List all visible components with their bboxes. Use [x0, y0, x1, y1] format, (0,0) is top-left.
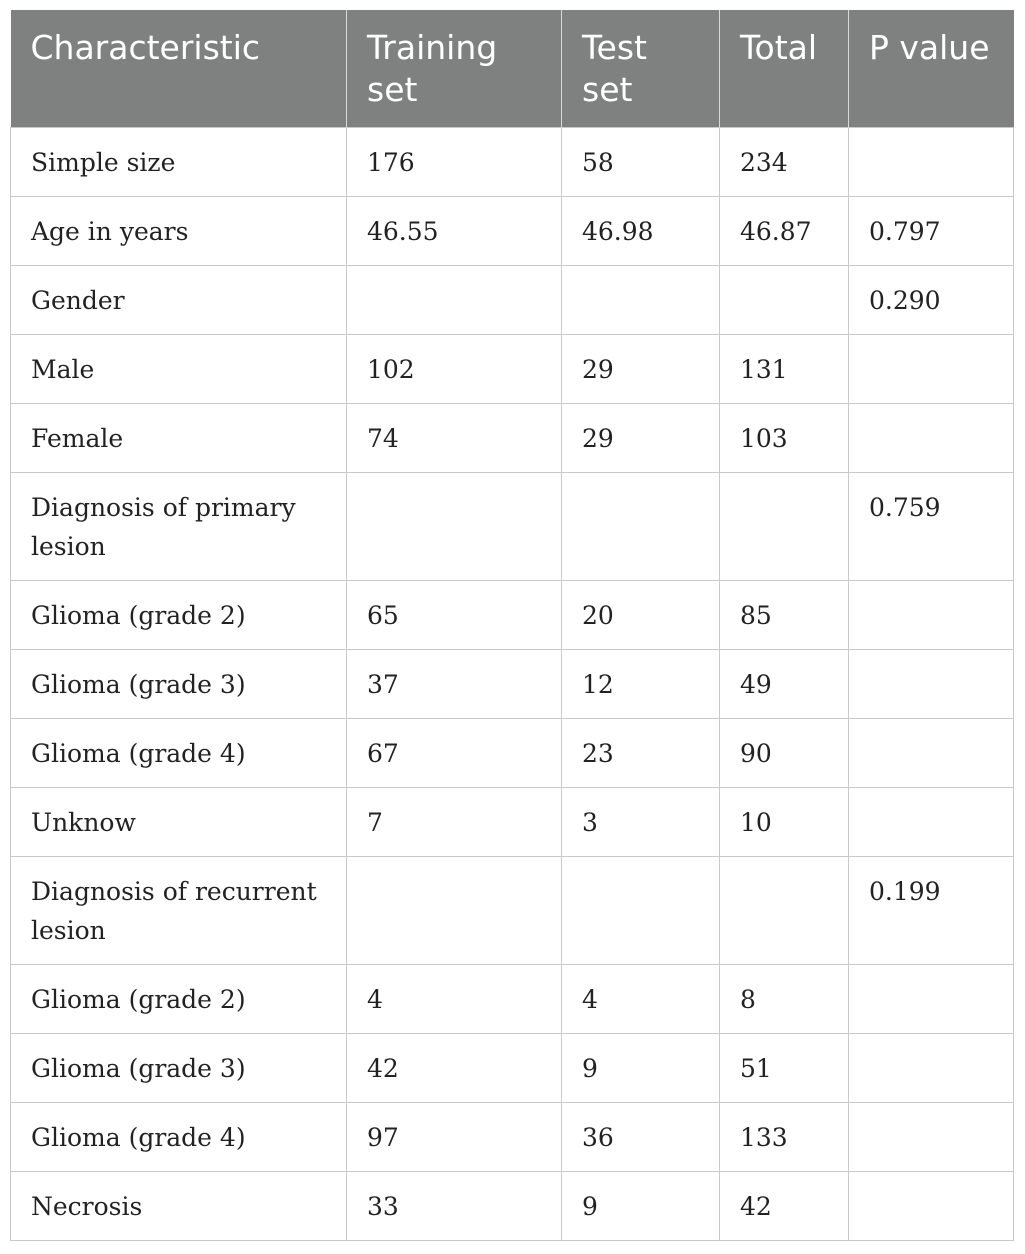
cell-total: 103 — [720, 404, 849, 473]
table-header-row — [11, 10, 1014, 128]
cell-p-value — [849, 719, 1014, 788]
cell-characteristic: Glioma (grade 4) — [11, 719, 347, 788]
cell-training: 102 — [347, 335, 562, 404]
cell-test — [562, 266, 720, 335]
cell-total: 90 — [720, 719, 849, 788]
cell-total — [720, 857, 849, 965]
cell-training: 46.55 — [347, 197, 562, 266]
cell-total: 49 — [720, 650, 849, 719]
cell-training: 4 — [347, 965, 562, 1034]
cell-test: 4 — [562, 965, 720, 1034]
cell-test: 23 — [562, 719, 720, 788]
cell-total: 8 — [720, 965, 849, 1034]
header-total: Total — [720, 10, 849, 128]
cell-characteristic: Gender — [11, 266, 347, 335]
cell-training — [347, 473, 562, 581]
table-row — [11, 581, 1014, 650]
cell-p-value: 0.290 — [849, 266, 1014, 335]
cell-test: 20 — [562, 581, 720, 650]
cell-p-value — [849, 404, 1014, 473]
cell-test: 12 — [562, 650, 720, 719]
cell-test: 9 — [562, 1034, 720, 1103]
cell-training: 74 — [347, 404, 562, 473]
cell-training: 7 — [347, 788, 562, 857]
cell-characteristic: Diagnosis of primary lesion — [11, 473, 347, 581]
cell-test: 46.98 — [562, 197, 720, 266]
cell-characteristic: Glioma (grade 4) — [11, 1103, 347, 1172]
cell-total: 133 — [720, 1103, 849, 1172]
cell-p-value: 0.797 — [849, 197, 1014, 266]
cell-test: 36 — [562, 1103, 720, 1172]
cell-test: 3 — [562, 788, 720, 857]
cell-test — [562, 857, 720, 965]
cell-characteristic: Female — [11, 404, 347, 473]
cell-total — [720, 473, 849, 581]
cell-total: 42 — [720, 1172, 849, 1241]
table-row — [11, 266, 1014, 335]
table-row — [11, 197, 1014, 266]
cell-test: 29 — [562, 335, 720, 404]
cell-p-value — [849, 965, 1014, 1034]
cell-training: 37 — [347, 650, 562, 719]
cell-p-value: 0.759 — [849, 473, 1014, 581]
cell-total — [720, 266, 849, 335]
cell-total: 131 — [720, 335, 849, 404]
table-row — [11, 128, 1014, 197]
cell-p-value — [849, 1034, 1014, 1103]
cell-training: 176 — [347, 128, 562, 197]
cell-training — [347, 857, 562, 965]
cell-test: 58 — [562, 128, 720, 197]
cell-p-value — [849, 650, 1014, 719]
table-row — [11, 335, 1014, 404]
cell-characteristic: Glioma (grade 2) — [11, 965, 347, 1034]
cell-characteristic: Unknow — [11, 788, 347, 857]
table-row — [11, 719, 1014, 788]
cell-training — [347, 266, 562, 335]
cell-p-value: 0.199 — [849, 857, 1014, 965]
table-row — [11, 788, 1014, 857]
cell-training: 65 — [347, 581, 562, 650]
cell-characteristic: Male — [11, 335, 347, 404]
cell-total: 10 — [720, 788, 849, 857]
table-row — [11, 1034, 1014, 1103]
cell-test: 29 — [562, 404, 720, 473]
table-row — [11, 650, 1014, 719]
cell-p-value — [849, 581, 1014, 650]
cell-characteristic: Glioma (grade 3) — [11, 1034, 347, 1103]
cell-total: 46.87 — [720, 197, 849, 266]
table-row — [11, 1172, 1014, 1241]
cell-p-value — [849, 1172, 1014, 1241]
cell-training: 42 — [347, 1034, 562, 1103]
cell-test: 9 — [562, 1172, 720, 1241]
cell-p-value — [849, 1103, 1014, 1172]
cell-p-value — [849, 335, 1014, 404]
cell-total: 51 — [720, 1034, 849, 1103]
characteristics-table — [10, 10, 1014, 1241]
table-row — [11, 473, 1014, 581]
header-training-set: Training set — [347, 10, 562, 128]
cell-characteristic: Diagnosis of recurrent lesion — [11, 857, 347, 965]
cell-characteristic: Age in years — [11, 197, 347, 266]
cell-training: 33 — [347, 1172, 562, 1241]
header-p-value: P value — [849, 10, 1014, 128]
cell-training: 97 — [347, 1103, 562, 1172]
table-row — [11, 1103, 1014, 1172]
cell-characteristic: Glioma (grade 3) — [11, 650, 347, 719]
cell-test — [562, 473, 720, 581]
header-characteristic: Characteristic — [11, 10, 347, 128]
cell-total: 85 — [720, 581, 849, 650]
cell-characteristic: Simple size — [11, 128, 347, 197]
cell-p-value — [849, 128, 1014, 197]
cell-total: 234 — [720, 128, 849, 197]
cell-p-value — [849, 788, 1014, 857]
table-row — [11, 404, 1014, 473]
cell-characteristic: Necrosis — [11, 1172, 347, 1241]
header-test-set: Test set — [562, 10, 720, 128]
cell-training: 67 — [347, 719, 562, 788]
table-row — [11, 857, 1014, 965]
table-row — [11, 965, 1014, 1034]
cell-characteristic: Glioma (grade 2) — [11, 581, 347, 650]
